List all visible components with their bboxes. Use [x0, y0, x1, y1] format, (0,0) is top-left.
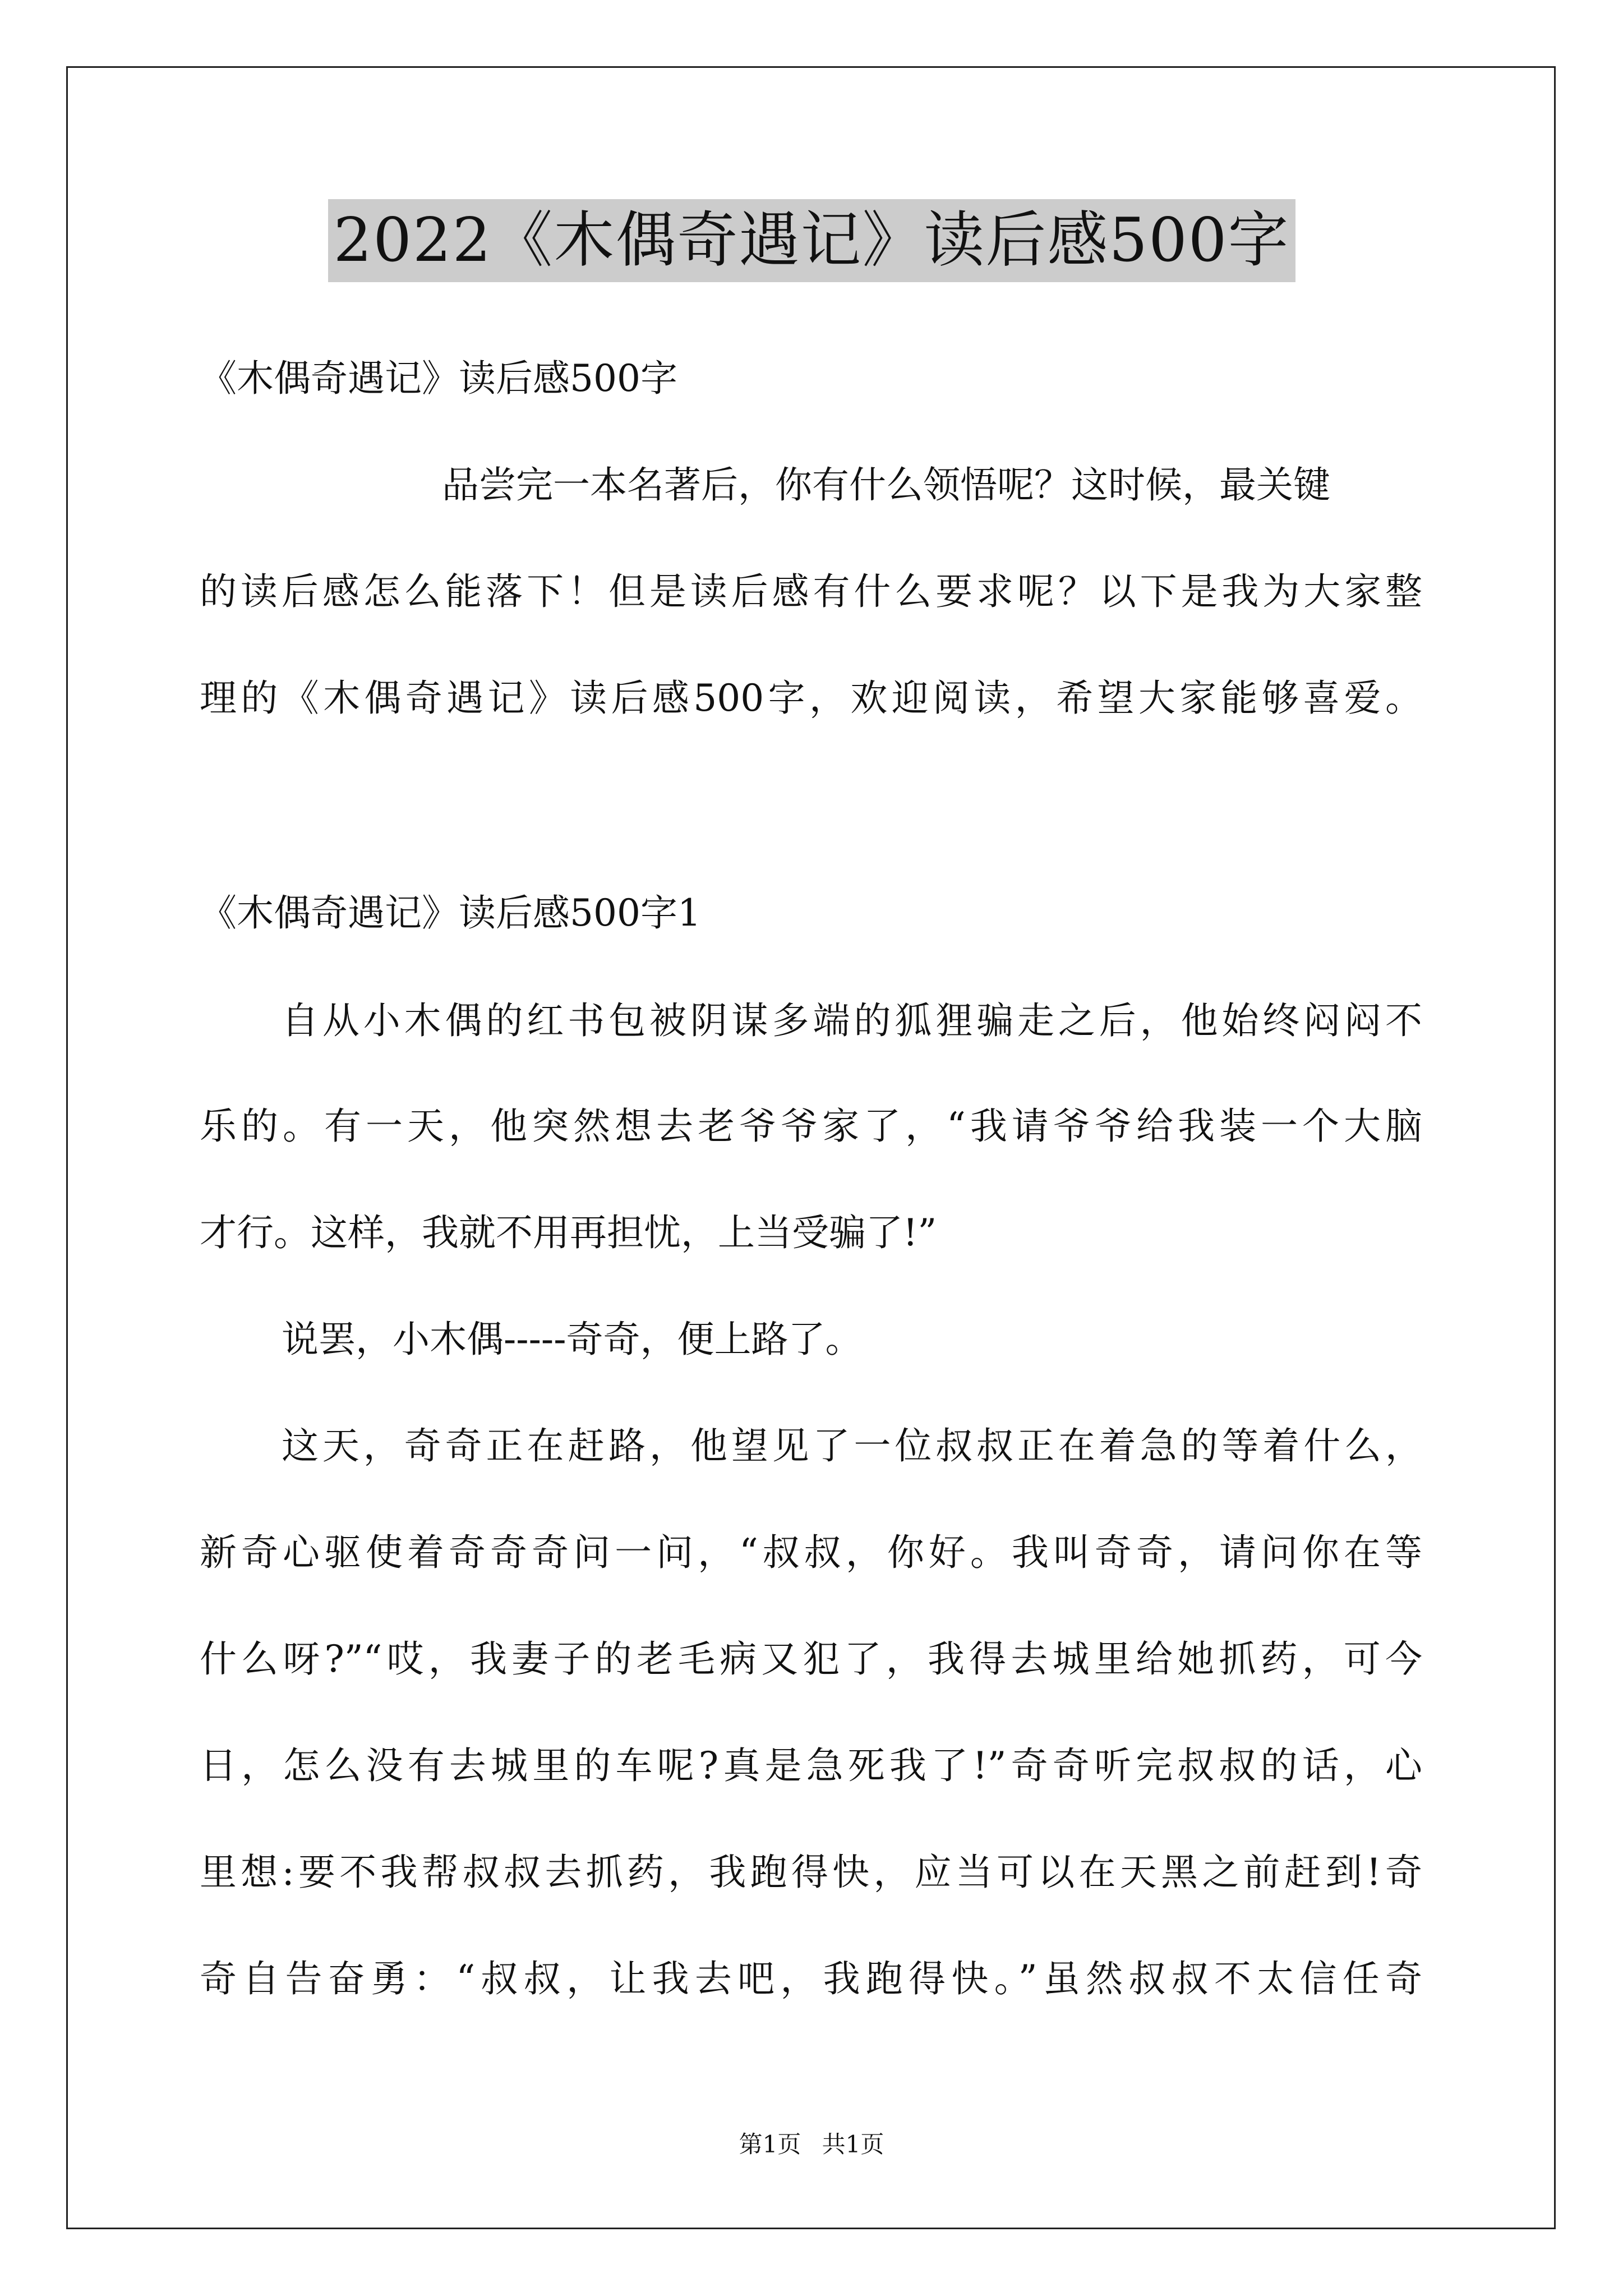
intro-line-3: 理的《木偶奇遇记》读后感500字，欢迎阅读，希望大家能够喜爱。	[200, 677, 1422, 720]
para3-line-1: 这天，奇奇正在赶路，他望见了一位叔叔正在着急的等着什么，	[282, 1424, 1422, 1467]
para3-line-6: 奇自告奋勇：“叔叔，让我去吧，我跑得快。”虽然叔叔不太信任奇	[200, 1957, 1422, 2000]
intro-line-1: 品尝完一本名著后，你有什么领悟呢？这时候，最关键	[442, 463, 1330, 507]
para3-line-4: 日，怎么没有去城里的车呢?真是急死我了!”奇奇听完叔叔的话，心	[200, 1744, 1422, 1787]
para1-line-1: 自从小木偶的红书包被阴谋多端的狐狸骗走之后，他始终闷闷不	[282, 999, 1422, 1042]
title-container	[0, 199, 1623, 282]
para3-line-3: 什么呀?”“哎，我妻子的老毛病又犯了，我得去城里给她抓药，可今	[200, 1637, 1422, 1681]
para3-line-5: 里想:要不我帮叔叔去抓药，我跑得快，应当可以在天黑之前赶到!奇	[200, 1851, 1422, 1894]
para2-line-1: 说罢，小木偶-----奇奇，便上路了。	[282, 1318, 863, 1361]
para1-line-3: 才行。这样，我就不用再担忧，上当受骗了!”	[200, 1211, 937, 1254]
subtitle-line: 《木偶奇遇记》读后感500字	[200, 357, 677, 400]
section-heading: 《木偶奇遇记》读后感500字1	[200, 891, 701, 935]
para1-line-2: 乐的。有一天，他突然想去老爷爷家了，“我请爷爷给我装一个大脑	[200, 1105, 1422, 1148]
intro-line-2: 的读后感怎么能落下！但是读后感有什么要求呢？以下是我为大家整	[200, 570, 1422, 613]
document-title: 2022《木偶奇遇记》读后感500字	[328, 199, 1295, 282]
para3-line-2: 新奇心驱使着奇奇奇问一问，“叔叔，你好。我叫奇奇，请问你在等	[200, 1531, 1422, 1574]
page-footer: 第1页 共1页	[739, 2131, 884, 2158]
